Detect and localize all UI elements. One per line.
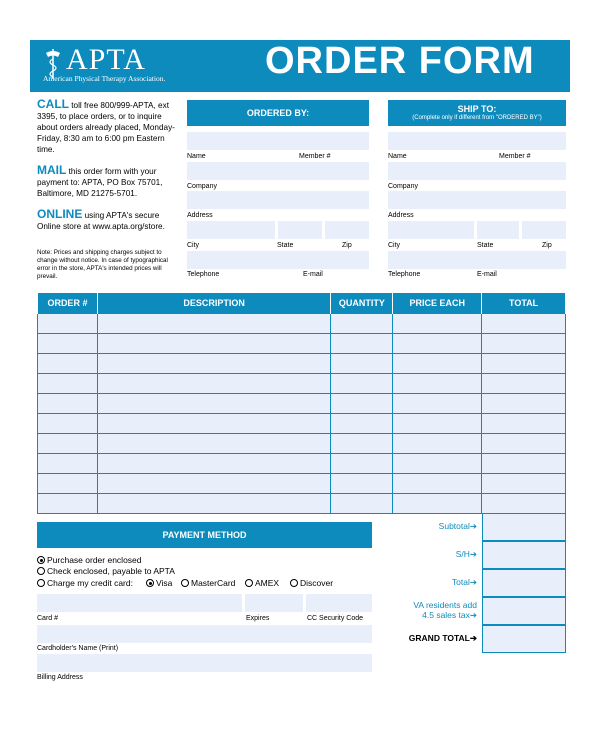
- table-row: [38, 494, 566, 514]
- call-text: toll free 800/999-APTA, ext 3395, to place orders, or to inquire about orders already placed, Monday-Friday, 8:30 am to 6:00 pm Eastern time.: [37, 101, 175, 154]
- cell-description[interactable]: [97, 414, 330, 434]
- table-header-row: [38, 293, 566, 314]
- card-number-label: Card #: [37, 615, 59, 622]
- expires-label: Expires: [246, 615, 270, 622]
- option-amex-label: AMEX: [255, 578, 280, 588]
- ordered-by-member-label: Member #: [299, 153, 331, 160]
- cell-quantity[interactable]: [331, 374, 393, 394]
- sh-field[interactable]: [482, 541, 566, 569]
- subtotal-label: Subtotal➔: [438, 521, 477, 531]
- option-visa-label: Visa: [156, 578, 173, 588]
- option-mastercard-label: MasterCard: [191, 578, 236, 588]
- ordered-by-city-field[interactable]: [187, 221, 275, 239]
- va-tax-field[interactable]: [482, 597, 566, 625]
- cell-description[interactable]: [97, 394, 330, 414]
- logo-subtitle: American Physical Therapy Association.: [43, 74, 166, 83]
- cell-order[interactable]: [38, 314, 98, 334]
- ship-to-city-field[interactable]: [388, 221, 474, 239]
- cell-description[interactable]: [97, 354, 330, 374]
- cell-price[interactable]: [393, 334, 482, 354]
- ship-to-city-label: City: [388, 242, 401, 249]
- cell-description[interactable]: [97, 434, 330, 454]
- table-row: [38, 334, 566, 354]
- cell-quantity[interactable]: [331, 334, 393, 354]
- arrow-icon: ➔: [469, 577, 477, 587]
- cell-total[interactable]: [482, 414, 566, 434]
- price-note: Note: Prices and shipping charges subject to change without notice. In case of typographical error in the store, APTA's intended prices will prevail.: [37, 249, 168, 280]
- cell-order[interactable]: [38, 394, 98, 414]
- ordered-by-email-label: E-mail: [303, 271, 323, 278]
- ordered-by-name-label: Name: [187, 153, 206, 160]
- call-info: [37, 99, 177, 155]
- arrow-icon: ➔: [469, 633, 477, 643]
- cardholder-field[interactable]: [37, 625, 372, 643]
- cardholder-label: Cardholder's Name (Print): [37, 645, 119, 652]
- arrow-icon: ➔: [469, 549, 477, 559]
- option-purchase-order[interactable]: [37, 555, 142, 565]
- arrow-icon: ➔: [469, 610, 477, 620]
- option-mastercard[interactable]: [181, 578, 235, 588]
- cc-security-field[interactable]: [306, 594, 372, 612]
- mail-keyword: MAIL: [37, 163, 67, 177]
- ship-to-zip-label: Zip: [542, 242, 552, 249]
- cell-price[interactable]: [393, 394, 482, 414]
- cell-total[interactable]: [482, 474, 566, 494]
- ordered-by-address-field[interactable]: [187, 191, 369, 209]
- ordered-by-state-field[interactable]: [278, 221, 322, 239]
- cell-quantity[interactable]: [331, 454, 393, 474]
- cell-total[interactable]: [482, 494, 566, 514]
- online-text: using APTA's secure Online store at www.apta.org/store.: [37, 211, 165, 231]
- total-field[interactable]: [482, 569, 566, 597]
- billing-address-field[interactable]: [37, 654, 372, 672]
- total-label: Total➔: [451, 577, 477, 587]
- table-row: [38, 434, 566, 454]
- cell-quantity[interactable]: [331, 494, 393, 514]
- ship-to-zip-field[interactable]: [522, 221, 566, 239]
- va-tax-label: VA residents add 4.5 sales tax➔: [413, 600, 477, 620]
- cell-description[interactable]: [97, 314, 330, 334]
- col-order-number: ORDER #: [38, 293, 98, 314]
- logo-text: APTA: [66, 43, 146, 76]
- ordered-by-city-label: City: [187, 242, 200, 249]
- cell-order[interactable]: [38, 414, 98, 434]
- cell-price[interactable]: [393, 494, 482, 514]
- ordered-by-name-field[interactable]: [187, 132, 369, 150]
- ship-to-subtitle: (Complete only if different from "ORDERED BY"): [412, 115, 542, 121]
- cell-quantity[interactable]: [331, 474, 393, 494]
- col-description: DESCRIPTION: [97, 293, 330, 314]
- ship-to-telephone-label: Telephone: [388, 271, 421, 278]
- ordered-by-company-label: Company: [187, 183, 217, 190]
- cc-security-label: CC Security Code: [307, 615, 364, 622]
- expires-field[interactable]: [245, 594, 303, 612]
- cell-price[interactable]: [393, 454, 482, 474]
- grand-total-label: GRAND TOTAL➔: [408, 633, 477, 643]
- col-price-each: PRICE EACH: [393, 293, 482, 314]
- option-purchase-order-label: Purchase order enclosed: [47, 555, 142, 565]
- cell-description[interactable]: [97, 334, 330, 354]
- option-discover-label: Discover: [300, 578, 334, 588]
- cell-total[interactable]: [482, 334, 566, 354]
- cell-description[interactable]: [97, 454, 330, 474]
- cell-quantity[interactable]: [331, 414, 393, 434]
- cell-total[interactable]: [482, 394, 566, 414]
- ship-to-address-label: Address: [388, 212, 414, 219]
- option-check-label: Check enclosed, payable to APTA: [47, 566, 175, 576]
- cell-description[interactable]: [97, 494, 330, 514]
- order-items-table: [37, 292, 566, 514]
- table-row: [38, 414, 566, 434]
- cell-total[interactable]: [482, 314, 566, 334]
- cell-total[interactable]: [482, 374, 566, 394]
- ordered-by-address-label: Address: [187, 212, 213, 219]
- ordered-by-zip-field[interactable]: [325, 221, 369, 239]
- ship-to-state-label: State: [477, 242, 494, 249]
- cell-order[interactable]: [38, 494, 98, 514]
- option-check[interactable]: [37, 566, 175, 576]
- col-total: TOTAL: [482, 293, 566, 314]
- cell-price[interactable]: [393, 354, 482, 374]
- cell-order[interactable]: [38, 474, 98, 494]
- ship-to-address-field[interactable]: [388, 191, 566, 209]
- ordered-by-zip-label: Zip: [342, 242, 352, 249]
- mail-text: this order form with your payment to: APTA, PO Box 75701, Baltimore, MD 21275-5701.: [37, 167, 163, 198]
- cell-quantity[interactable]: [331, 394, 393, 414]
- ordered-by-header: ORDERED BY:: [187, 100, 369, 126]
- table-row: [38, 394, 566, 414]
- radio-discover[interactable]: [290, 579, 298, 587]
- radio-visa[interactable]: [146, 579, 154, 587]
- option-visa[interactable]: [146, 578, 172, 588]
- ship-to-header: [388, 100, 566, 126]
- mail-info: [37, 165, 177, 199]
- page-title: ORDER FORM: [265, 40, 535, 82]
- ordered-by-telephone-label: Telephone: [187, 271, 220, 278]
- cell-description[interactable]: [97, 474, 330, 494]
- grand-total-field[interactable]: [482, 625, 566, 653]
- col-quantity: QUANTITY: [331, 293, 393, 314]
- cell-price[interactable]: [393, 374, 482, 394]
- cell-total[interactable]: [482, 354, 566, 374]
- online-keyword: ONLINE: [37, 207, 83, 221]
- cell-price[interactable]: [393, 314, 482, 334]
- cell-total[interactable]: [482, 454, 566, 474]
- sh-label: S/H➔: [455, 549, 477, 559]
- ordered-by-phone-field[interactable]: [187, 251, 369, 269]
- cell-order[interactable]: [38, 374, 98, 394]
- ship-to-company-label: Company: [388, 183, 418, 190]
- radio-check[interactable]: [37, 567, 45, 575]
- cell-quantity[interactable]: [331, 354, 393, 374]
- cell-quantity[interactable]: [331, 314, 393, 334]
- radio-amex[interactable]: [245, 579, 253, 587]
- radio-credit-card[interactable]: [37, 579, 45, 587]
- cell-order[interactable]: [38, 354, 98, 374]
- ship-to-title: SHIP TO:: [457, 104, 497, 114]
- subtotal-field[interactable]: [482, 513, 566, 541]
- ship-to-name-field[interactable]: [388, 132, 566, 150]
- cell-description[interactable]: [97, 374, 330, 394]
- option-discover[interactable]: [290, 578, 333, 588]
- cell-total[interactable]: [482, 434, 566, 454]
- cell-price[interactable]: [393, 434, 482, 454]
- option-credit-card-label: Charge my credit card:: [47, 578, 133, 588]
- cell-price[interactable]: [393, 414, 482, 434]
- cell-price[interactable]: [393, 474, 482, 494]
- card-number-field[interactable]: [37, 594, 242, 612]
- ship-to-name-label: Name: [388, 153, 407, 160]
- cell-order[interactable]: [38, 434, 98, 454]
- table-row: [38, 474, 566, 494]
- ship-to-email-label: E-mail: [477, 271, 497, 278]
- arrow-icon: ➔: [469, 521, 477, 531]
- ship-to-member-label: Member #: [499, 153, 531, 160]
- online-info: [37, 209, 177, 232]
- option-amex[interactable]: [245, 578, 279, 588]
- ordered-by-company-field[interactable]: [187, 162, 369, 180]
- table-row: [38, 314, 566, 334]
- ship-to-state-field[interactable]: [477, 221, 519, 239]
- cell-order[interactable]: [38, 334, 98, 354]
- ordered-by-state-label: State: [277, 242, 294, 249]
- radio-mastercard[interactable]: [181, 579, 189, 587]
- radio-purchase-order[interactable]: [37, 556, 45, 564]
- call-keyword: CALL: [37, 97, 69, 111]
- ship-to-phone-field[interactable]: [388, 251, 566, 269]
- table-row: [38, 374, 566, 394]
- option-credit-card[interactable]: [37, 578, 133, 588]
- cell-order[interactable]: [38, 454, 98, 474]
- billing-address-label: Billing Address: [37, 674, 83, 681]
- cell-quantity[interactable]: [331, 434, 393, 454]
- ship-to-company-field[interactable]: [388, 162, 566, 180]
- payment-method-header: PAYMENT METHOD: [37, 522, 372, 548]
- table-row: [38, 354, 566, 374]
- table-row: [38, 454, 566, 474]
